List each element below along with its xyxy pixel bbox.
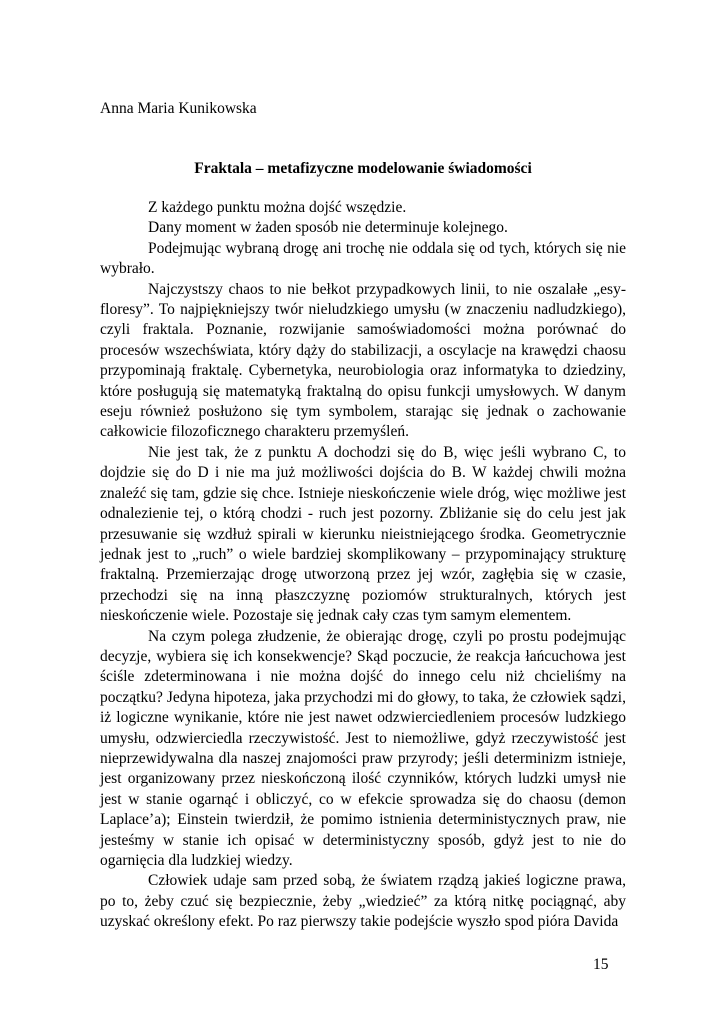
author-name: Anna Maria Kunikowska: [100, 100, 257, 117]
essay-body: [100, 198, 626, 933]
paragraph: Podejmując wybraną drogę ani trochę nie oddala się od tych, których się nie wybrało.: [100, 239, 626, 278]
page-number: 15: [593, 956, 609, 973]
paragraph: Najczystszy chaos to nie bełkot przypadkowych linii, to nie oszalałe „esy-floresy”. To najpiękniejszy twór nieludzkiego umysłu (w znaczeniu nadludzkiego), czyli fraktala. Poznanie, rozwijanie samoświadomości można porównać do procesów wszechświata, który dąży do stabilizacji, a oscylacje na krawędzi chaosu przypominają fraktalę. Cybernetyka, neurobiologia oraz informatyka to dziedziny, które posługują się matematyką fraktalną do opisu funkcji umysłowych. W danym eseju również posłużono się tym symbolem, starając się jednak o zachowanie całkowicie filozoficznego charakteru przemyśleń.: [100, 280, 626, 441]
paragraph: Człowiek udaje sam przed sobą, że światem rządzą jakieś logiczne prawa, po to, żeby czuć się bezpiecznie, żeby „wiedzieć” za którą nitkę pociągnąć, aby uzyskać określony efekt. Po raz pierwszy takie podejście wyszło spod pióra Davida: [100, 872, 626, 931]
paragraph: Na czym polega złudzenie, że obierając drogę, czyli po prostu podejmując decyzje, wybiera się ich konsekwencje? Skąd poczucie, że reakcja łańcuchowa jest ściśle zdeterminowana i nie można dojść do innego celu niż chcieliśmy na początku? Jedyna hipoteza, jaka przychodzi mi do głowy, to taka, że człowiek sądzi, iż logiczne wynikanie, które nie jest nawet odzwierciedleniem procesów ludzkiego umysłu, odzwierciedla rzeczywistość. Jest to niemożliwe, gdyż rzeczywistość jest nieprzewidywalna dla naszej znajomości praw przyrody; jeśli determinizm istnieje, jest organizowany przez nieskończoną ilość czynników, których ludzki umysł nie jest w stanie ogarnąć i obliczyć, co w efekcie sprowadza się do chaosu (demon Laplace’a); Einstein twierdził, że pomimo istnienia deterministycznych praw, nie jesteśmy w stanie ich opisać w deterministyczny sposób, gdyż jest to nie do ogarnięcia dla ludzkiej wiedzy.: [100, 627, 626, 869]
paragraph: Z każdego punktu można dojść wszędzie.: [148, 199, 407, 216]
essay-title: Fraktala – metafizyczne modelowanie świadomości: [194, 160, 532, 177]
paragraph: Nie jest tak, że z punktu A dochodzi się do B, więc jeśli wybrano C, to dojdzie się do D i nie ma już możliwości dojścia do B. W każdej chwili można znaleźć się tam, gdzie się chce. Istnieje nieskończenie wiele dróg, więc możliwe jest odnalezienie tej, o którą chodzi - ruch jest pozorny. Zbliżanie się do celu jest jak przesuwanie się wzdłuż spirali w kierunku nieistniejącego środka. Geometrycznie jednak jest to „ruch” o wiele bardziej skomplikowany – przypominający strukturę fraktalną. Przemierzając drogę utworzoną przez jej wzór, zagłębia się w czasie, przechodzi się na inną płaszczyznę poziomów strukturalnych, których jest nieskończenie wiele. Pozostaje się jednak cały czas tym samym elementem.: [100, 443, 626, 625]
paragraph: Dany moment w żaden sposób nie determinuje kolejnego.: [148, 219, 508, 237]
